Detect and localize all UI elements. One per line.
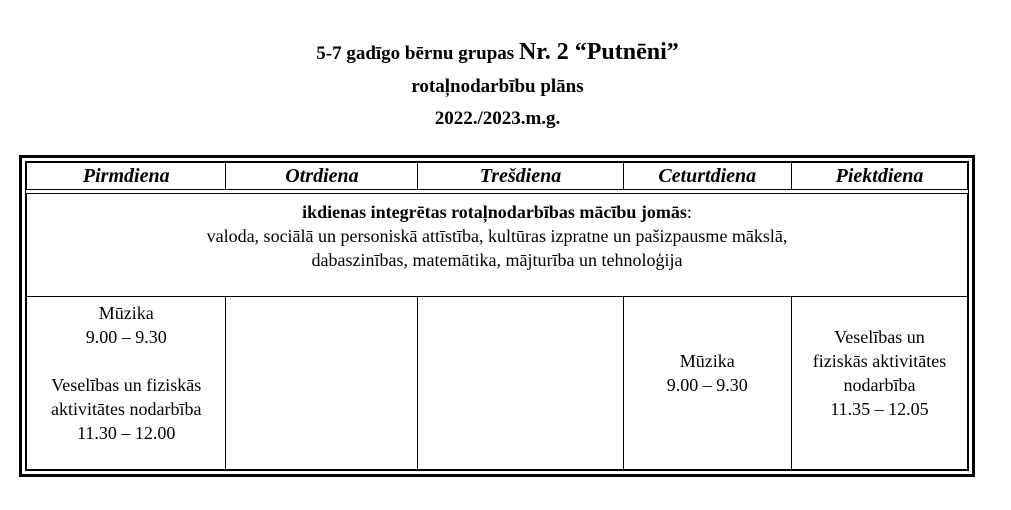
integrated-activities-cell (27, 194, 968, 297)
integrated-row (27, 194, 968, 297)
day-header-friday: Piektdiena (792, 163, 968, 190)
schedule-inner-border (25, 161, 969, 471)
group-name: Nr. 2 “Putnēni” (518, 39, 679, 65)
wednesday-cell (418, 297, 623, 470)
friday-pe-line-1: Veselības un (834, 327, 925, 347)
monday-music-time: 9.00 – 9.30 (85, 327, 167, 347)
monday-cell (27, 297, 226, 470)
thursday-music-label: Mūzika (679, 351, 735, 371)
monday-pe-line-1: Veselības un fiziskās (51, 375, 202, 395)
day-header-row (27, 163, 968, 190)
schedule-table (26, 162, 968, 470)
integrated-heading: ikdienas integrētas rotaļnodarbības mācību jomās (302, 202, 687, 222)
day-header-thursday: Ceturtdiena (623, 163, 791, 190)
document-title (0, 34, 995, 136)
activities-row (27, 297, 968, 470)
title-prefix: 5-7 gadīgo bērnu grupas (316, 43, 515, 64)
monday-music-label: Mūzika (98, 303, 154, 323)
friday-cell (792, 297, 968, 470)
integrated-line-2: dabaszinības, matemātika, mājturība un tehnoloģija (311, 250, 683, 270)
title-line-group (0, 34, 995, 72)
integrated-line-1: valoda, sociālā un personiskā attīstība, kultūras izpratne un pašizpausme mākslā, (206, 226, 788, 246)
friday-pe-time: 11.35 – 12.05 (830, 399, 929, 419)
title-line-year: 2022./2023.m.g. (434, 108, 561, 129)
schedule-frame (19, 155, 975, 477)
friday-pe-line-2: fiziskās aktivitātes (812, 351, 947, 371)
thursday-music-time: 9.00 – 9.30 (666, 375, 748, 395)
tuesday-cell (226, 297, 418, 470)
friday-pe-line-3: nodarbība (843, 375, 916, 395)
thursday-cell (623, 297, 791, 470)
day-header-wednesday: Trešdiena (418, 163, 623, 190)
monday-pe-time: 11.30 – 12.00 (77, 423, 176, 443)
day-header-tuesday: Otrdiena (226, 163, 418, 190)
integrated-colon: : (686, 202, 692, 222)
title-line-plan: rotaļnodarbību plāns (411, 76, 584, 97)
monday-pe-line-2: aktivitātes nodarbība (51, 399, 202, 419)
day-header-monday: Pirmdiena (27, 163, 226, 190)
